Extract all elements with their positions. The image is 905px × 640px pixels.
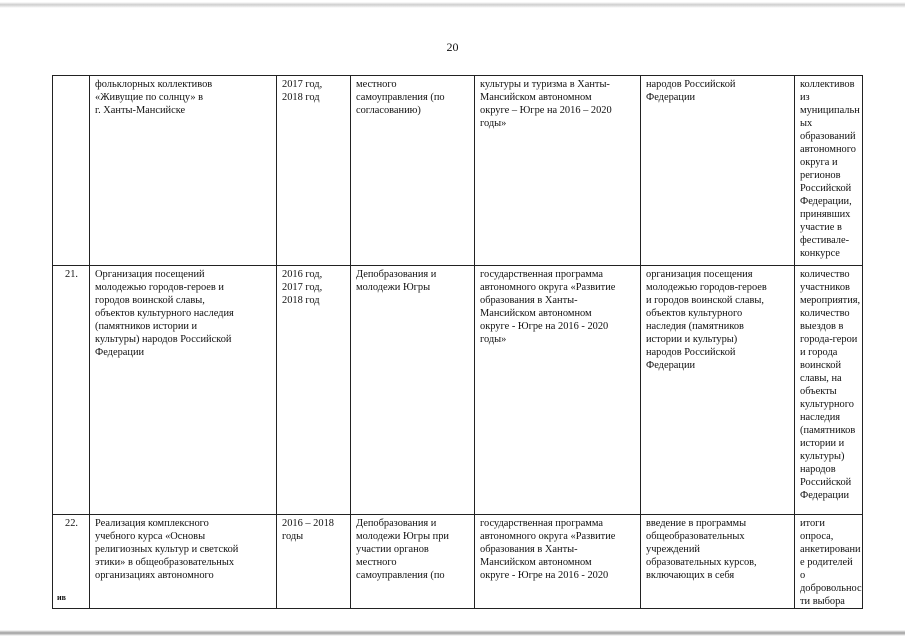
scan-edge-top (0, 2, 905, 8)
result-cell: народов Российской Федерации (641, 76, 795, 266)
row-number: 22. (53, 515, 90, 609)
indicator-cell: коллективов из муниципальн ых образований автономного округа и регионов Российской Федерации, принявших участие в фестивале- конкурсе (795, 76, 863, 266)
table-row (53, 266, 863, 515)
years-cell: 2017 год, 2018 год (277, 76, 351, 266)
table-row (53, 515, 863, 609)
plan-table (52, 75, 863, 609)
row-number (53, 76, 90, 266)
executor-cell: Депобразования и молодежи Югры при участии органов местного самоуправления (по (351, 515, 475, 609)
indicator-cell: количество участников мероприятия, количество выездов в города-герои и города воинской славы, на объекты культурного наследия (памятников истории и культуры) народов Российской Федерации (795, 266, 863, 515)
years-cell: 2016 год, 2017 год, 2018 год (277, 266, 351, 515)
executor-cell: местного самоуправления (по согласованию) (351, 76, 475, 266)
page-number: 20 (446, 40, 459, 54)
event-cell: фольклорных коллективов «Живущие по солнцу» в г. Ханты-Мансийске (90, 76, 277, 266)
indicator-cell: итоги опроса, анкетировани е родителей о добровольнос ти выбора (795, 515, 863, 609)
event-cell: Реализация комплексного учебного курса «Основы религиозных культур и светской этики» в общеобразовательных организациях автономного (90, 515, 277, 609)
result-cell: введение в программы общеобразовательных учреждений образовательных курсов, включающих в себя (641, 515, 795, 609)
table-row (53, 76, 863, 266)
row-number: 21. (53, 266, 90, 515)
footer-mark: ив (57, 593, 66, 602)
years-cell: 2016 – 2018 годы (277, 515, 351, 609)
program-cell: государственная программа автономного округа «Развитие образования в Ханты- Мансийском автономном округе - Югре на 2016 - 2020 годы» (475, 266, 641, 515)
program-cell: культуры и туризма в Ханты- Мансийском автономном округе – Югре на 2016 – 2020 годы» (475, 76, 641, 266)
result-cell: организация посещения молодежью городов-героев и городов воинской славы, объектов культурного наследия (памятников истории и культуры) народов Российской Федерации (641, 266, 795, 515)
program-cell: государственная программа автономного округа «Развитие образования в Ханты- Мансийском автономном округе - Югре на 2016 - 2020 (475, 515, 641, 609)
executor-cell: Депобразования и молодежи Югры (351, 266, 475, 515)
event-cell: Организация посещений молодежью городов-героев и городов воинской славы, объектов культурного наследия (памятников истории и культуры) народов Российской Федерации (90, 266, 277, 515)
scan-edge-bottom (0, 630, 905, 636)
